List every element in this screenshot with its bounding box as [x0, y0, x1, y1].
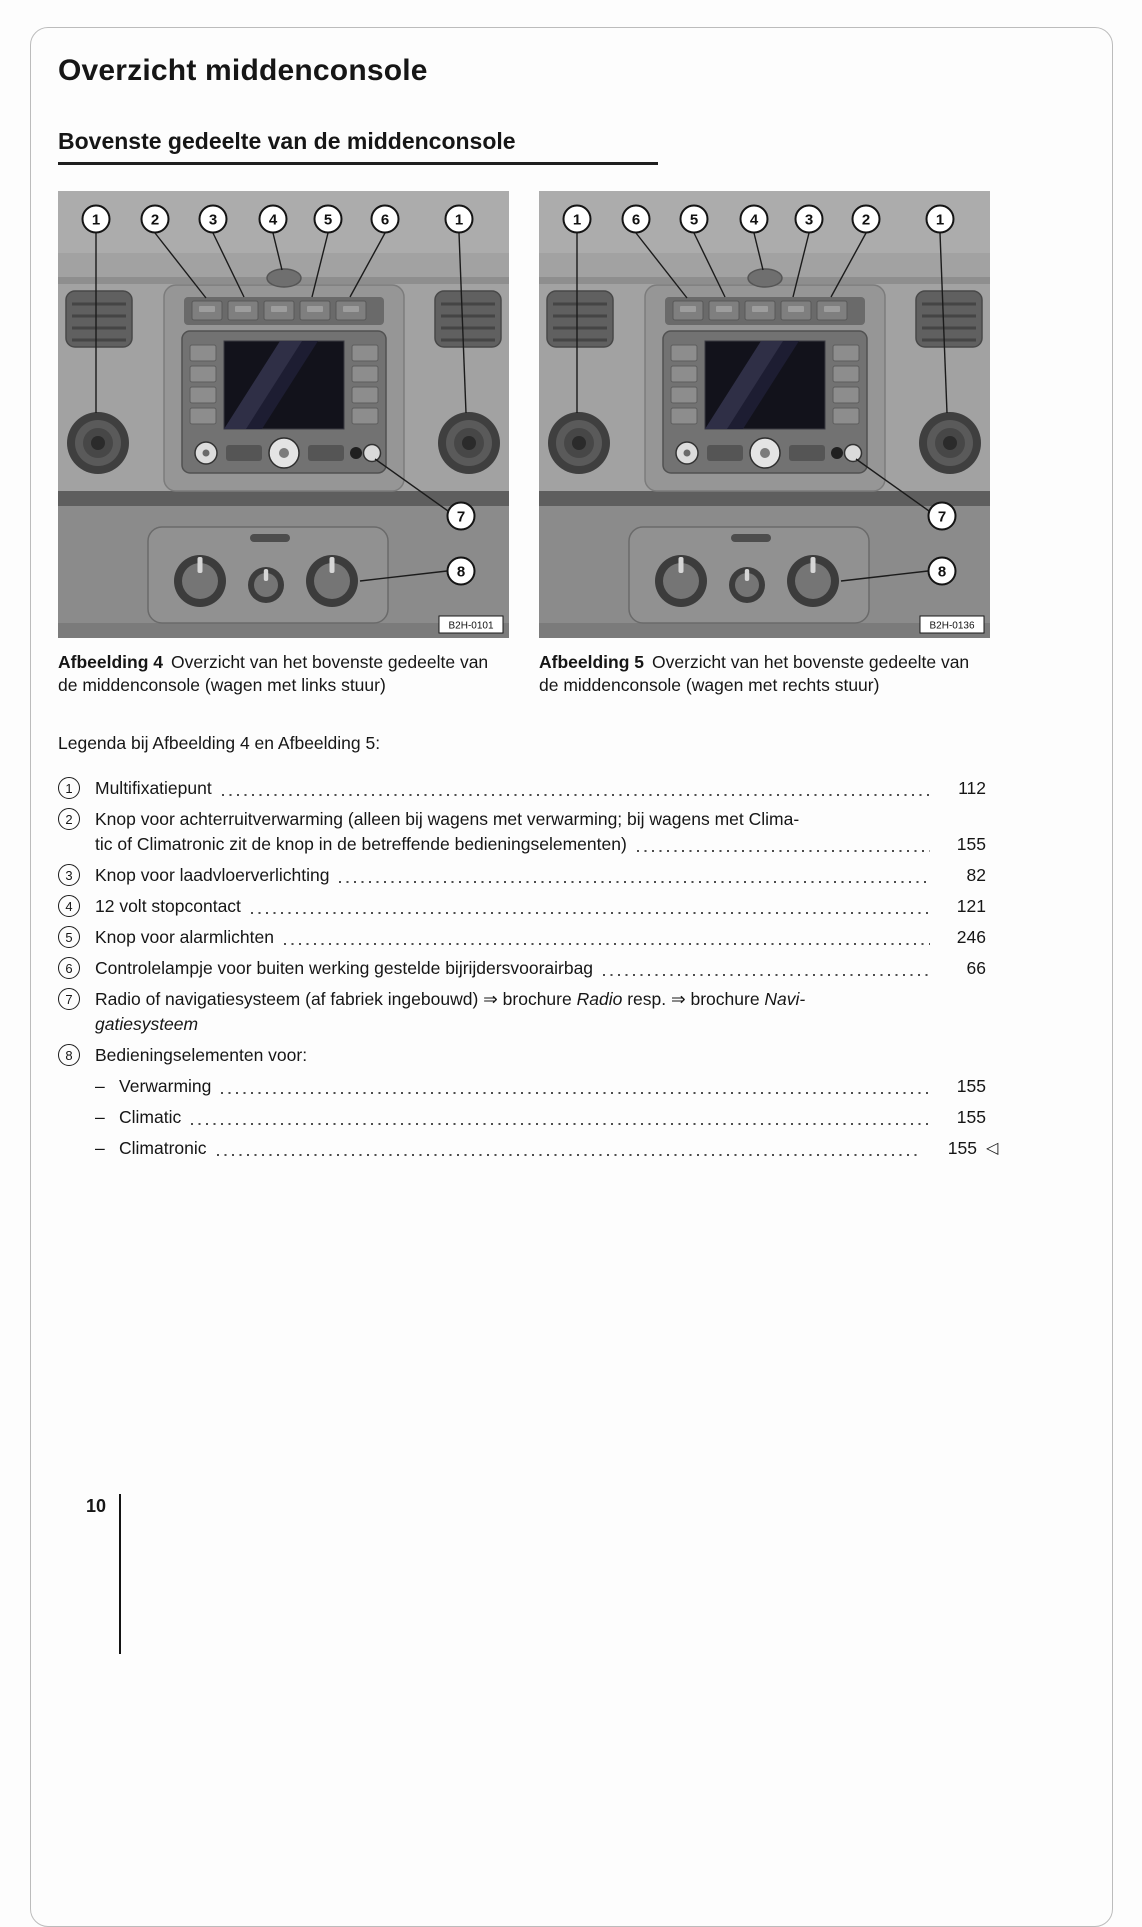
callout-circle [315, 206, 342, 233]
legend-page-ref: 121 [956, 896, 986, 916]
dotted-leader [603, 956, 930, 981]
svg-text:6: 6 [380, 211, 390, 229]
legend-page-ref: 112 [958, 778, 986, 798]
svg-text:1: 1 [935, 211, 945, 229]
legend-subitem-text: Climatronic [119, 1138, 207, 1158]
dotted-leader [191, 1105, 930, 1130]
legend-item-4 [58, 894, 986, 919]
svg-text:2: 2 [150, 211, 160, 229]
svg-text:B2H-0136: B2H-0136 [929, 620, 975, 632]
svg-text:5: 5 [323, 211, 333, 229]
legend-item-5 [58, 925, 986, 950]
legend-item-text: 12 volt stopcontact [95, 896, 241, 916]
legend-item-text: Bedieningselementen voor: [95, 1045, 308, 1065]
subitem-dash: – [95, 1076, 105, 1096]
figure-photo-label [439, 616, 503, 633]
legend-page-ref: 155 [947, 1138, 977, 1158]
callout-circle [796, 206, 823, 233]
console-artwork [58, 191, 509, 638]
callout-circle [564, 206, 591, 233]
legend-item-text: Knop voor laadvloerverlichting [95, 865, 330, 885]
legend-number-circle: 1 [58, 777, 80, 799]
figure-4-illustration [58, 191, 509, 638]
legend-number-circle: 7 [58, 988, 80, 1010]
page-footer [86, 1496, 121, 1654]
callout-circle [260, 206, 287, 233]
legend-page-ref: 155 [956, 834, 986, 854]
legend-subitem-text: Climatic [119, 1107, 182, 1127]
svg-text:B2H-0101: B2H-0101 [448, 620, 494, 632]
legend-item-6 [58, 956, 986, 981]
svg-text:1: 1 [572, 211, 582, 229]
subitem-dash: – [95, 1107, 105, 1127]
legend-subitem-climatic [58, 1105, 986, 1130]
callout-circle [623, 206, 650, 233]
section-heading: Bovenste gedeelte van de middenconsole [58, 128, 658, 165]
callout-circle [929, 503, 956, 530]
legend-text-part: resp. ⇒ brochure [622, 989, 765, 1009]
legend-item-text-line2: tic of Climatronic zit de knop in de betreffende bedieningselementen) [95, 834, 627, 854]
page-content [58, 54, 999, 1167]
callout-circle [372, 206, 399, 233]
brochure-title-navigation: Navi- [764, 989, 806, 1009]
callout-circle [446, 206, 473, 233]
footer-divider [119, 1494, 121, 1654]
dotted-leader [284, 925, 930, 950]
legend-page-ref: 155 [956, 1076, 986, 1096]
legend-text-part: Radio of navigatiesysteem (af fabriek ingebouwd) ⇒ brochure [95, 989, 577, 1009]
callout-circle [681, 206, 708, 233]
legend-number-circle: 8 [58, 1044, 80, 1066]
figure-4-caption-title: Afbeelding 4 [58, 652, 164, 672]
legend-list [58, 776, 999, 1161]
legend-subitem-climatronic: – Climatronic 155 ◁ [58, 1136, 986, 1161]
svg-text:1: 1 [454, 211, 464, 229]
legend-item-text-block [95, 807, 986, 857]
legend-item-text: Multifixatiepunt [95, 778, 212, 798]
callout-circle [142, 206, 169, 233]
svg-text:8: 8 [937, 563, 947, 581]
callout-circle [929, 558, 956, 585]
svg-text:6: 6 [631, 211, 641, 229]
legend-item-text-line1: Knop voor achterruitverwarming (alleen bij wagens met verwarming; bij wagens met Clima- [95, 809, 800, 829]
figure-photo-label [920, 616, 984, 633]
svg-text:5: 5 [689, 211, 699, 229]
legend-item-text-line2: gatiesysteem [95, 1014, 199, 1034]
callout-circle [448, 503, 475, 530]
dotted-leader [221, 1074, 930, 1099]
svg-text:4: 4 [268, 211, 278, 229]
legend-page-ref: 246 [956, 927, 986, 947]
legend-item-text: Controlelampje voor buiten werking gestelde bijrijdersvoorairbag [95, 958, 594, 978]
console-artwork [539, 191, 990, 638]
callout-circle [853, 206, 880, 233]
dotted-leader [251, 894, 930, 919]
legend-page-ref: 66 [966, 958, 986, 978]
legend-item-text: Knop voor alarmlichten [95, 927, 274, 947]
figure-4 [58, 191, 509, 697]
brochure-title-radio: Radio [576, 989, 623, 1009]
callout-circle [448, 558, 475, 585]
dotted-leader [637, 832, 930, 857]
dotted-leader [339, 863, 930, 888]
figure-5-illustration [539, 191, 990, 638]
page-number: 10 [86, 1496, 107, 1516]
legend-item-1 [58, 776, 986, 801]
figure-4-caption-text: Overzicht van het bovenste gedeelte van de middenconsole (wagen met links stuur) [58, 652, 489, 695]
page-title: Overzicht middenconsole [58, 54, 428, 87]
legend-item-text-block [95, 987, 986, 1037]
legend-number-circle: 5 [58, 926, 80, 948]
legend-item-7 [58, 987, 986, 1037]
legend-subitem-verwarming [58, 1074, 986, 1099]
legend-subitem-text: Verwarming [119, 1076, 212, 1096]
legend-item-text-line1 [95, 987, 986, 1012]
legend-number-circle: 6 [58, 957, 80, 979]
figures-row [58, 191, 990, 697]
subitem-dash: – [95, 1138, 105, 1158]
figure-5-caption [539, 651, 990, 697]
svg-text:1: 1 [91, 211, 101, 229]
svg-text:7: 7 [456, 508, 466, 526]
callout-circle [200, 206, 227, 233]
legend-number-circle: 2 [58, 808, 80, 830]
legend-page-ref: 155 [956, 1107, 986, 1127]
svg-text:3: 3 [208, 211, 218, 229]
figure-5-caption-text: Overzicht van het bovenste gedeelte van de middenconsole (wagen met rechts stuur) [539, 652, 970, 695]
legend-intro: Legenda bij Afbeelding 4 en Afbeelding 5: [58, 733, 381, 753]
callout-circle [927, 206, 954, 233]
callout-circle [741, 206, 768, 233]
svg-text:2: 2 [861, 211, 871, 229]
svg-text:4: 4 [749, 211, 759, 229]
figure-4-caption [58, 651, 509, 697]
legend-item-3 [58, 863, 986, 888]
legend-number-circle: 3 [58, 864, 80, 886]
callout-circle [83, 206, 110, 233]
svg-text:3: 3 [804, 211, 814, 229]
legend-item-8 [58, 1043, 986, 1068]
dotted-leader [222, 776, 930, 801]
svg-text:8: 8 [456, 563, 466, 581]
svg-text:7: 7 [937, 508, 947, 526]
legend-page-ref: 82 [966, 865, 986, 885]
figure-5-caption-title: Afbeelding 5 [539, 652, 645, 672]
figure-5 [539, 191, 990, 697]
legend-number-circle: 4 [58, 895, 80, 917]
legend-item-2 [58, 807, 986, 857]
dotted-leader [217, 1136, 921, 1161]
